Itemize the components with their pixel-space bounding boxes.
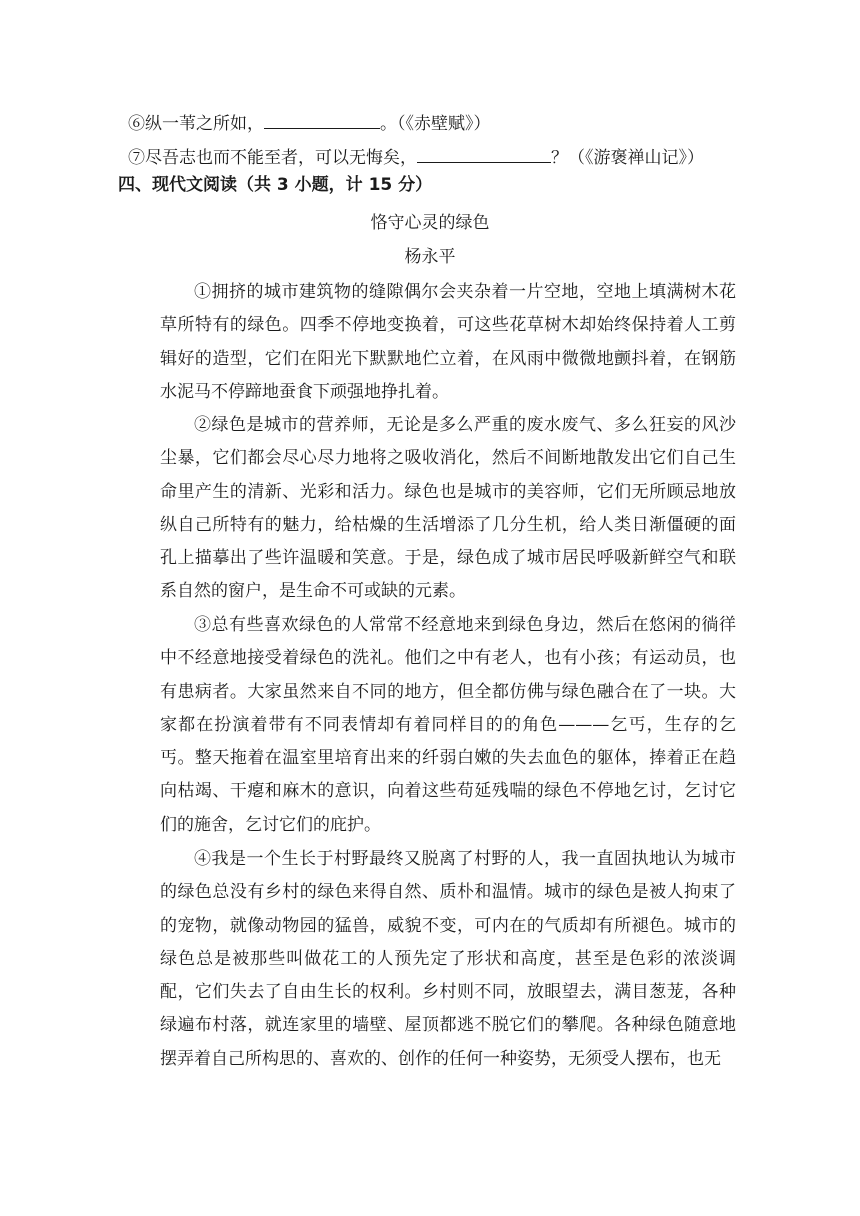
- article-title: 恪守心灵的绿色: [370, 213, 490, 233]
- poem-line-7-prompt: ⑦尽吾志也而不能至者，可以无悔矣，: [128, 148, 417, 168]
- article-paragraph-3: ③总有些喜欢绿色的人常常不经意地来到绿色身边，然后在悠闲的徜徉中不经意地接受着绿色的洗礼。他们之中有老人，也有小孩；有运动员，也有患病者。大家虽然来自不同的地方，但全都仿佛与绿色融合在了一块。大家都在扮演着带有不同表情却有着同样目的的角色———乞丐，生存的乞丐。整天拖着在温室里培育出来的纤弱白嫩的失去血色的躯体，捧着正在趋向枯竭、干瘪和麻木的意识，向着这些苟延残喘的绿色不停地乞讨，乞讨它们的施舍，乞讨它们的庇护。: [160, 615, 736, 835]
- poem-line-6: [128, 110, 491, 136]
- article-paragraph-2: ②绿色是城市的营养师，无论是多么严重的废水废气、多么狂妄的风沙尘暴，它们都会尽心尽力地将之吸收消化，然后不间断地散发出它们自己生命里产生的清新、光彩和活力。绿色也是城市的美容师，它们无所顾忌地放纵自己所特有的魅力，给枯燥的生活增添了几分生机，给人类日渐僵硬的面孔上描摹出了些许温暖和笑意。于是，绿色成了城市居民呼吸新鲜空气和联系自然的窗户，是生命不可或缺的元素。: [160, 415, 736, 602]
- article-author: 杨永平: [404, 247, 456, 267]
- poem-line-7-source: ？（《游褒禅山记》）: [551, 148, 704, 168]
- article-paragraph-4: ④我是一个生长于村野最终又脱离了村野的人，我一直固执地认为城市的绿色总没有乡村的绿色来得自然、质朴和温情。城市的绿色是被人拘束了的宠物，就像动物园的猛兽，威貌不变，可内在的气质却有所褪色。城市的绿色总是被那些叫做花工的人预先定了形状和高度，甚至是色彩的浓淡调配，它们失去了自由生长的权利。乡村则不同，放眼望去，满目葱茏，各种绿遍布村落，就连家里的墙壁、屋顶都逃不脱它们的攀爬。各种绿色随意地摆弄着自己所构思的、喜欢的、创作的任何一种姿势，无须受人摆布，也无: [160, 849, 736, 1069]
- poem-line-6-source: 。（《赤壁赋》）: [380, 114, 491, 134]
- section-heading: 四、现代文阅读（共 3 小题，计 15 分）: [118, 175, 433, 195]
- poem-line-7-answer-blank[interactable]: [417, 144, 551, 163]
- poem-line-7: [128, 144, 704, 170]
- article-paragraph-1: ①拥挤的城市建筑物的缝隙偶尔会夹杂着一片空地，空地上填满树木花草所特有的绿色。四季不停地变换着，可这些花草树木却始终保持着人工剪辑好的造型，它们在阳光下默默地伫立着，在风雨中微微地颤抖着，在钢筋水泥马不停蹄地蚕食下顽强地挣扎着。: [160, 282, 736, 402]
- poem-line-6-prompt: ⑥纵一苇之所如，: [128, 114, 264, 134]
- poem-line-6-answer-blank[interactable]: [264, 110, 380, 129]
